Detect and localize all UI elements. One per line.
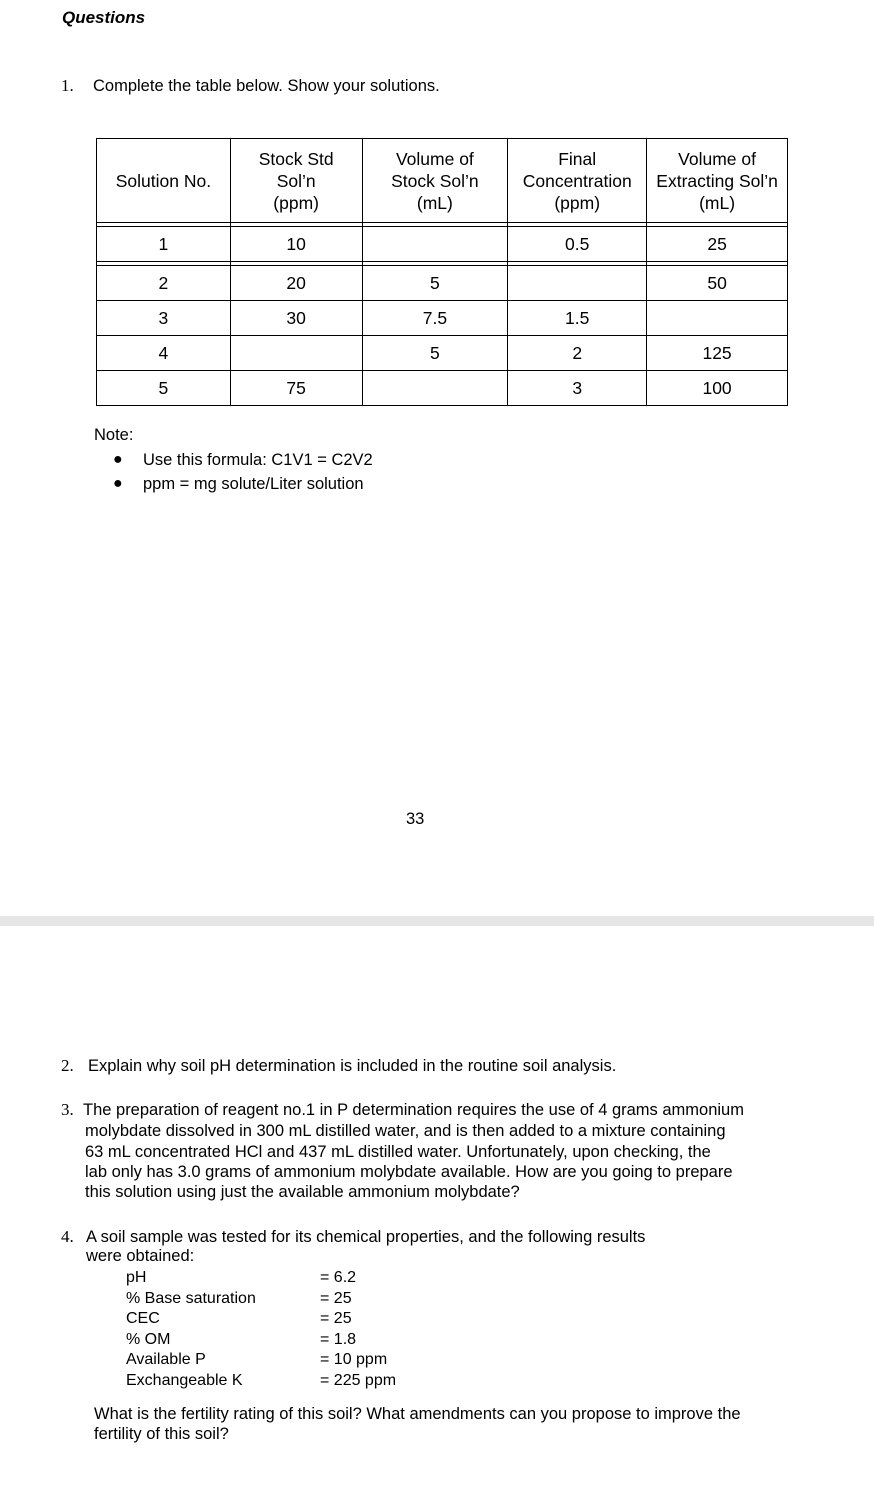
q4-line: A soil sample was tested for its chemical properties, and the following results bbox=[86, 1228, 646, 1246]
header-line: (mL) bbox=[416, 192, 453, 213]
q3-line: this solution using just the available ammonium molybdate? bbox=[85, 1183, 520, 1201]
table-cell bbox=[362, 227, 508, 262]
q4-question-line: What is the fertility rating of this soil? What amendments can you propose to improve the bbox=[94, 1405, 741, 1423]
result-value: = 25 bbox=[320, 1310, 352, 1327]
table-cell: 5 bbox=[362, 336, 508, 371]
bullet-icon: ● bbox=[113, 451, 123, 468]
table-row bbox=[97, 266, 788, 301]
header-line: Solution No. bbox=[115, 170, 212, 191]
page-number: 33 bbox=[406, 810, 425, 828]
table-cell: 25 bbox=[647, 227, 788, 262]
result-value: = 225 ppm bbox=[320, 1371, 397, 1389]
table-cell: 100 bbox=[647, 371, 788, 406]
table-cell: 3 bbox=[97, 301, 231, 336]
header-line: Volume of bbox=[678, 148, 756, 169]
header-volume-extracting bbox=[647, 139, 788, 223]
table-cell: 7.5 bbox=[362, 301, 508, 336]
table-header-row bbox=[97, 139, 788, 223]
result-value: = 10 ppm bbox=[320, 1351, 388, 1368]
result-label: % Base saturation bbox=[126, 1289, 256, 1307]
table-cell: 20 bbox=[230, 266, 362, 301]
q4-number: 4. bbox=[61, 1227, 74, 1246]
header-line: (ppm) bbox=[554, 192, 601, 213]
bullet-icon: ● bbox=[113, 475, 123, 492]
q3-line: 63 mL concentrated HCl and 437 mL distilled water. Unfortunately, upon checking, the bbox=[85, 1143, 711, 1161]
header-line: Stock Sol’n bbox=[391, 170, 479, 191]
table-cell: 1.5 bbox=[508, 301, 647, 336]
result-label: Exchangeable K bbox=[126, 1371, 243, 1389]
header-line: Sol’n bbox=[276, 170, 316, 191]
q3-line: lab only has 3.0 grams of ammonium molybdate available. How are you going to prepare bbox=[85, 1163, 733, 1181]
q3-line: The preparation of reagent no.1 in P determination requires the use of 4 grams ammonium bbox=[83, 1101, 744, 1119]
table-cell bbox=[508, 266, 647, 301]
solution-table bbox=[96, 138, 788, 406]
result-value: = 6.2 bbox=[320, 1269, 357, 1286]
table-cell bbox=[647, 301, 788, 336]
table-cell bbox=[230, 336, 362, 371]
header-line: Concentration bbox=[522, 170, 632, 191]
table-cell: 2 bbox=[97, 266, 231, 301]
table-cell: 2 bbox=[508, 336, 647, 371]
note-item: ppm = mg solute/Liter solution bbox=[143, 475, 364, 493]
table-cell: 0.5 bbox=[508, 227, 647, 262]
q4-question-line: fertility of this soil? bbox=[94, 1425, 229, 1443]
result-label: Available P bbox=[126, 1351, 206, 1368]
results-values bbox=[320, 1268, 396, 1391]
header-volume-stock bbox=[362, 139, 508, 223]
table-cell: 125 bbox=[647, 336, 788, 371]
header-stock-std bbox=[230, 139, 362, 223]
note-label: Note: bbox=[94, 426, 134, 444]
header-line: (mL) bbox=[699, 192, 736, 213]
header-line: Stock Std bbox=[258, 148, 334, 169]
table-cell: 50 bbox=[647, 266, 788, 301]
q4-line: were obtained: bbox=[86, 1247, 195, 1265]
q1-text: Complete the table below. Show your solutions. bbox=[93, 77, 440, 95]
table-row bbox=[97, 371, 788, 406]
result-value: = 1.8 bbox=[320, 1330, 357, 1348]
result-label: CEC bbox=[126, 1310, 160, 1327]
q2-number: 2. bbox=[61, 1056, 74, 1075]
q1-number: 1. bbox=[61, 76, 74, 95]
header-solution-no bbox=[97, 139, 231, 223]
table-cell: 3 bbox=[508, 371, 647, 406]
header-final-concentration bbox=[508, 139, 647, 223]
table-cell: 5 bbox=[362, 266, 508, 301]
section-heading: Questions bbox=[62, 8, 146, 27]
result-value: = 25 bbox=[320, 1289, 352, 1307]
table-row bbox=[97, 301, 788, 336]
table-row bbox=[97, 336, 788, 371]
q2-text: Explain why soil pH determination is included in the routine soil analysis. bbox=[88, 1057, 617, 1075]
table-cell: 30 bbox=[230, 301, 362, 336]
table-cell: 75 bbox=[230, 371, 362, 406]
table-cell: 4 bbox=[97, 336, 231, 371]
page-divider bbox=[0, 916, 874, 926]
q3-number: 3. bbox=[61, 1100, 74, 1119]
q3-line: molybdate dissolved in 300 mL distilled water, and is then added to a mixture containing bbox=[85, 1122, 726, 1140]
table-cell: 1 bbox=[97, 227, 231, 262]
header-line: Final bbox=[558, 148, 597, 169]
header-line: Extracting Sol’n bbox=[656, 170, 778, 191]
table-cell: 10 bbox=[230, 227, 362, 262]
results-labels bbox=[126, 1268, 256, 1391]
header-line: (ppm) bbox=[273, 192, 319, 213]
header-line: Volume of bbox=[395, 148, 474, 169]
result-label: pH bbox=[126, 1269, 147, 1286]
note-item: Use this formula: C1V1 = C2V2 bbox=[143, 451, 373, 469]
result-label: % OM bbox=[126, 1330, 171, 1348]
table-row bbox=[97, 227, 788, 262]
table-cell bbox=[362, 371, 508, 406]
table-cell: 5 bbox=[97, 371, 231, 406]
